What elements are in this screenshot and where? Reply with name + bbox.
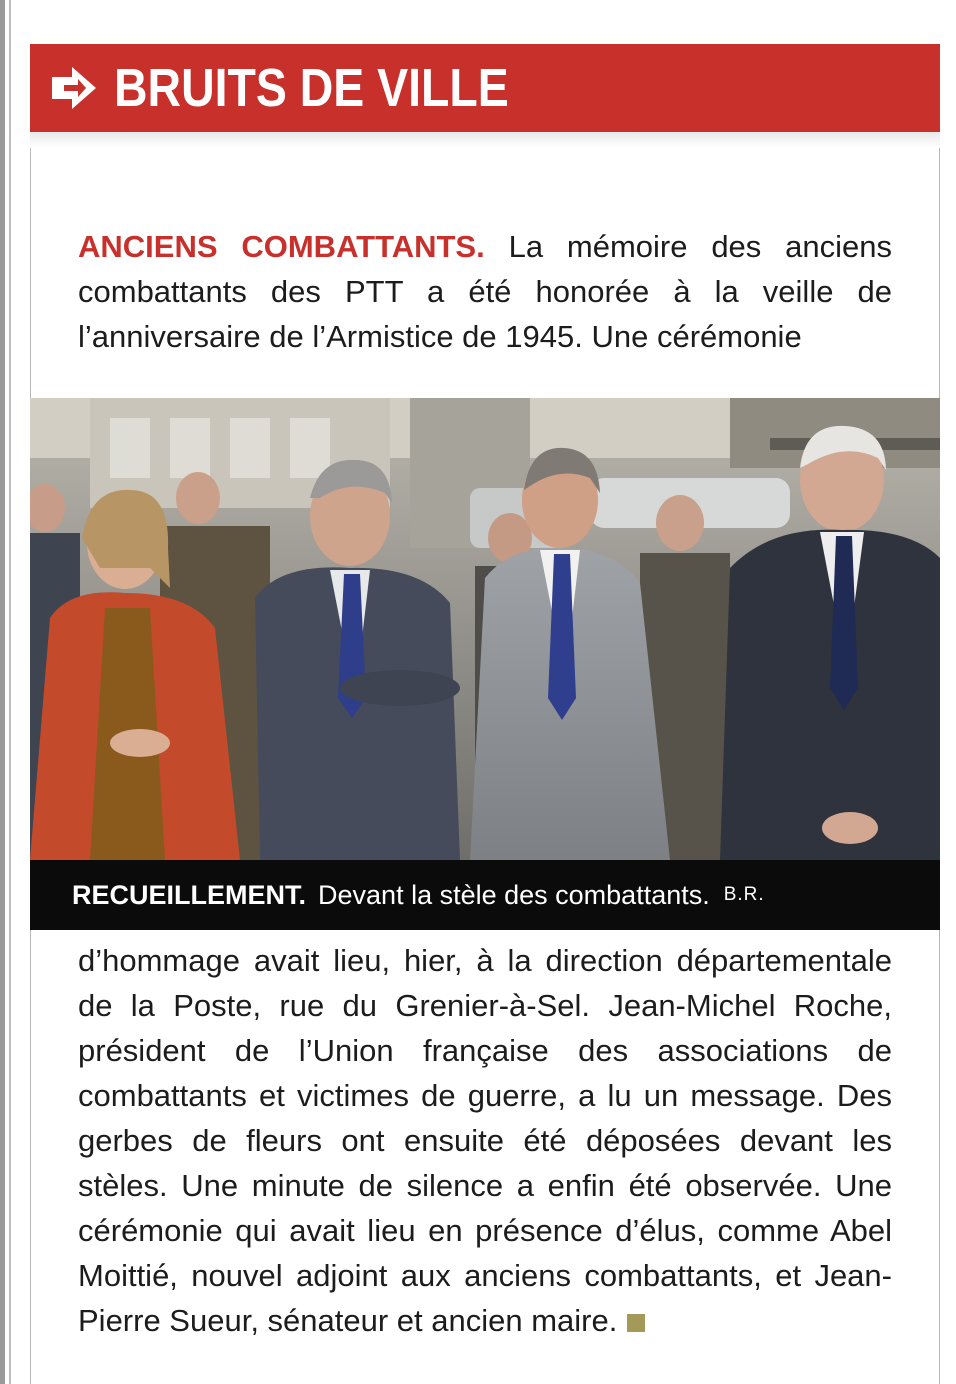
page-column-rule — [0, 0, 5, 1384]
caption-lead: RECUEILLEMENT. — [72, 879, 307, 910]
article-text-before-photo: La mémoire des anciens combattants des PTT a été honorée à la veille de l’anniversaire de l’Armistice de 1945. Une cérémonie — [78, 229, 892, 354]
caption-text: Devant la stèle des combattants. — [318, 879, 710, 910]
article-paragraph-top — [78, 224, 892, 364]
article-lead: ANCIENS COMBATTANTS. — [78, 229, 485, 264]
photo-caption — [30, 860, 940, 930]
page-column-rule-inner — [9, 0, 11, 1384]
article-photo — [30, 398, 940, 860]
ceremony-photo-illustration — [30, 398, 940, 860]
section-title: BRUITS DE VILLE — [114, 58, 509, 118]
section-header — [30, 44, 940, 132]
photo-credit: B.R. — [723, 884, 765, 905]
article-end-mark — [627, 1314, 645, 1332]
article-paragraph-bottom — [78, 938, 892, 1378]
article-text-after-photo: d’hommage avait lieu, hier, à la direction départementale de la Poste, rue du Grenier-à-Sel. Jean-Michel Roche, président de l’Union française des associations de combattants et victimes de guerre, a lu un message. Des gerbes de fleurs ont ensuite été déposées devant les stèles. Une minute de silence a enfin été observée. Une cérémonie qui avait lieu en présence d’élus, comme Abel Moittié, nouvel adjoint aux anciens combattants, et Jean-Pierre Sueur, sénateur et ancien maire. — [78, 943, 892, 1338]
header-shadow — [30, 132, 940, 148]
right-arrow-icon — [50, 63, 100, 113]
